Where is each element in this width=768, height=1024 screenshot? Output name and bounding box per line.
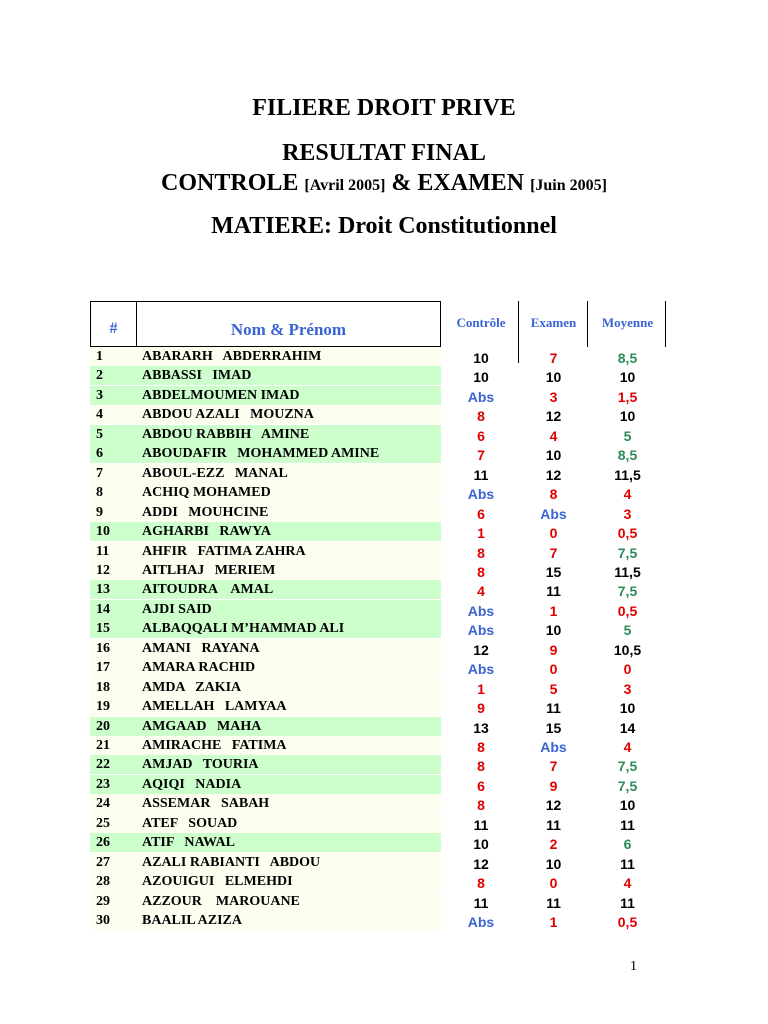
table-row xyxy=(90,619,441,638)
examen-score: 7 xyxy=(549,545,558,561)
student-name: AZALI RABIANTI ABDOU xyxy=(136,853,441,872)
student-name: AITOUDRA AMAL xyxy=(136,580,441,599)
student-name: AZZOUR MAROUANE xyxy=(136,892,441,911)
row-number: 21 xyxy=(90,736,137,755)
controle-score: 8 xyxy=(477,875,485,891)
student-name: AGHARBI RAWYA xyxy=(136,522,441,541)
examen-score: 9 xyxy=(549,778,558,794)
table-row xyxy=(90,794,441,813)
examen-score: 12 xyxy=(545,408,562,424)
table-row xyxy=(90,814,441,833)
moyenne-score: 4 xyxy=(623,875,632,891)
student-name: AZOUIGUI ELMEHDI xyxy=(136,872,441,891)
examen-score: 7 xyxy=(549,758,558,774)
student-name: AMGAAD MAHA xyxy=(136,717,441,736)
examen-score: 10 xyxy=(545,447,562,463)
student-name: ADDI MOUHCINE xyxy=(136,503,441,522)
moyenne-score: 0,5 xyxy=(617,603,638,619)
row-number: 1 xyxy=(90,347,137,366)
row-number: 26 xyxy=(90,833,137,852)
controle-score: 10 xyxy=(473,369,489,385)
table-row xyxy=(90,892,441,911)
row-number: 9 xyxy=(90,503,137,522)
moyenne-score: 0,5 xyxy=(617,914,638,930)
table-row xyxy=(90,600,441,619)
examen-score: 0 xyxy=(549,875,558,891)
controle-score: 8 xyxy=(477,564,485,580)
table-row xyxy=(90,678,441,697)
table-row xyxy=(90,736,441,755)
moyenne-score: 10 xyxy=(619,408,636,424)
row-number: 18 xyxy=(90,678,137,697)
examen-score: 12 xyxy=(545,467,562,483)
examen-score: 1 xyxy=(549,603,558,619)
student-name: ABARARH ABDERRAHIM xyxy=(136,347,441,366)
moyenne-score: 5 xyxy=(623,428,632,444)
student-name: ABDOU RABBIH AMINE xyxy=(136,425,441,444)
row-number: 15 xyxy=(90,619,137,638)
examen-score: 3 xyxy=(549,389,558,405)
row-number: 7 xyxy=(90,464,137,483)
moyenne-score: 7,5 xyxy=(617,583,638,599)
row-number: 11 xyxy=(90,542,137,561)
examen-score: 10 xyxy=(545,856,562,872)
controle-score: Abs xyxy=(467,622,495,638)
table-row xyxy=(90,464,441,483)
student-name: AMELLAH LAMYAA xyxy=(136,697,441,716)
controle-score: Abs xyxy=(467,603,495,619)
header-moyenne-label: Moyenne xyxy=(601,315,654,330)
controle-score: 8 xyxy=(477,545,485,561)
controle-score: 8 xyxy=(477,408,485,424)
examen-score: 9 xyxy=(549,642,558,658)
table-row xyxy=(90,717,441,736)
header-name-label: Nom & Prénom xyxy=(230,320,347,339)
controle-score: 9 xyxy=(477,700,485,716)
examen-score: 10 xyxy=(545,369,562,385)
examen-score: 2 xyxy=(549,836,558,852)
row-number: 17 xyxy=(90,658,137,677)
row-number: 24 xyxy=(90,794,137,813)
controle-score: 13 xyxy=(473,720,489,736)
moyenne-score: 10 xyxy=(619,797,636,813)
table-row xyxy=(90,366,441,385)
title-filiere: FILIERE DROIT PRIVE xyxy=(252,95,516,121)
controle-score: 1 xyxy=(477,525,485,541)
row-number: 22 xyxy=(90,755,137,774)
moyenne-score: 0,5 xyxy=(617,525,638,541)
student-name: ATEF SOUAD xyxy=(136,814,441,833)
moyenne-score: 1,5 xyxy=(617,389,638,405)
examen-score: 15 xyxy=(545,720,562,736)
examen-score: 0 xyxy=(549,525,558,541)
row-number: 25 xyxy=(90,814,137,833)
moyenne-score: 4 xyxy=(623,486,632,502)
student-name: ABOUDAFIR MOHAMMED AMINE xyxy=(136,444,441,463)
moyenne-score: 3 xyxy=(623,681,632,697)
controle-score: 12 xyxy=(473,856,489,872)
row-number: 23 xyxy=(90,775,137,794)
controle-label: CONTROLE xyxy=(161,170,305,196)
controle-score: Abs xyxy=(467,389,495,405)
controle-score: 8 xyxy=(477,739,485,755)
row-number: 4 xyxy=(90,405,137,424)
examen-score: 11 xyxy=(546,583,561,599)
moyenne-score: 11 xyxy=(620,895,635,911)
examen-score: Abs xyxy=(540,506,567,522)
examen-score: 5 xyxy=(549,681,558,697)
table-row xyxy=(90,853,441,872)
student-name: ATIF NAWAL xyxy=(136,833,441,852)
table-row xyxy=(90,347,441,366)
examen-score: 11 xyxy=(546,895,561,911)
controle-score: 10 xyxy=(473,836,489,852)
controle-score: 6 xyxy=(477,506,485,522)
moyenne-score: 11 xyxy=(620,856,635,872)
moyenne-score: 10,5 xyxy=(613,642,642,658)
student-name: ALBAQQALI M’HAMMAD ALI xyxy=(136,619,441,638)
row-number: 2 xyxy=(90,366,137,385)
row-number: 16 xyxy=(90,639,137,658)
student-name: ABDOU AZALI MOUZNA xyxy=(136,405,441,424)
student-name: AMIRACHE FATIMA xyxy=(136,736,441,755)
student-name: AMDA ZAKIA xyxy=(136,678,441,697)
header-num-label: # xyxy=(109,320,118,337)
controle-score: Abs xyxy=(467,486,495,502)
moyenne-score: 11,5 xyxy=(614,564,641,580)
table-row xyxy=(90,697,441,716)
row-number: 27 xyxy=(90,853,137,872)
row-number: 12 xyxy=(90,561,137,580)
examen-score: 11 xyxy=(546,817,561,833)
controle-score: 12 xyxy=(473,642,489,658)
examen-score: 4 xyxy=(549,428,558,444)
examen-score: 10 xyxy=(545,622,562,638)
examen-score: 8 xyxy=(549,486,558,502)
moyenne-score: 10 xyxy=(619,700,636,716)
table-row xyxy=(90,425,441,444)
title-session xyxy=(0,170,768,197)
row-number: 10 xyxy=(90,522,137,541)
controle-score: Abs xyxy=(467,914,495,930)
moyenne-score: 11,5 xyxy=(614,467,641,483)
controle-score: 4 xyxy=(477,583,485,599)
controle-score: 11 xyxy=(473,895,489,911)
student-name: ABDELMOUMEN IMAD xyxy=(136,386,441,405)
page-number: 1 xyxy=(630,959,637,974)
column-divider xyxy=(518,301,519,363)
row-number: 30 xyxy=(90,911,137,930)
table-row xyxy=(90,386,441,405)
table-row xyxy=(90,561,441,580)
title-matiere: MATIERE: Droit Constitutionnel xyxy=(211,213,557,239)
examen-score: 11 xyxy=(546,700,561,716)
moyenne-score: 8,5 xyxy=(617,350,638,366)
moyenne-score: 6 xyxy=(623,836,632,852)
examen-date: [Juin 2005] xyxy=(530,177,607,194)
student-name: AQIQI NADIA xyxy=(136,775,441,794)
row-number: 14 xyxy=(90,600,137,619)
examen-score: 7 xyxy=(549,350,558,366)
controle-score: 6 xyxy=(477,428,485,444)
table-row xyxy=(90,503,441,522)
controle-score: 7 xyxy=(477,447,485,463)
table-row xyxy=(90,911,441,930)
row-number: 6 xyxy=(90,444,137,463)
moyenne-score: 7,5 xyxy=(617,778,638,794)
student-name: AMJAD TOURIA xyxy=(136,755,441,774)
moyenne-score: 5 xyxy=(623,622,632,638)
table-row xyxy=(90,444,441,463)
table-row xyxy=(90,483,441,502)
column-divider xyxy=(665,301,666,347)
student-name: AHFIR FATIMA ZAHRA xyxy=(136,542,441,561)
student-name: ASSEMAR SABAH xyxy=(136,794,441,813)
examen-label: & EXAMEN xyxy=(385,170,531,196)
controle-score: 11 xyxy=(473,467,489,483)
moyenne-score: 10 xyxy=(619,369,636,385)
student-name: ABBASSI IMAD xyxy=(136,366,441,385)
row-number: 5 xyxy=(90,425,137,444)
examen-score: 0 xyxy=(549,661,558,677)
student-name: AITLHAJ MERIEM xyxy=(136,561,441,580)
table-row xyxy=(90,658,441,677)
table-row xyxy=(90,405,441,424)
header-controle-label: Contrôle xyxy=(456,315,506,330)
controle-date: [Avril 2005] xyxy=(304,177,386,194)
table-row xyxy=(90,639,441,658)
examen-score: Abs xyxy=(540,739,567,755)
moyenne-score: 14 xyxy=(619,720,636,736)
row-number: 13 xyxy=(90,580,137,599)
controle-score: Abs xyxy=(467,661,495,677)
row-number: 8 xyxy=(90,483,137,502)
controle-score: 10 xyxy=(473,350,489,366)
row-number: 28 xyxy=(90,872,137,891)
table-row xyxy=(90,522,441,541)
column-divider xyxy=(587,301,588,347)
table-row xyxy=(90,580,441,599)
student-name: AMARA RACHID xyxy=(136,658,441,677)
controle-score: 1 xyxy=(477,681,485,697)
table-row xyxy=(90,755,441,774)
controle-score: 8 xyxy=(477,797,485,813)
title-resultat: RESULTAT FINAL xyxy=(282,140,486,166)
header-examen-label: Examen xyxy=(530,315,577,330)
student-name: BAALIL AZIZA xyxy=(136,911,441,930)
table-row xyxy=(90,833,441,852)
table-row xyxy=(90,872,441,891)
student-name: AMANI RAYANA xyxy=(136,639,441,658)
controle-score: 11 xyxy=(473,817,489,833)
controle-score: 6 xyxy=(477,778,485,794)
row-number: 3 xyxy=(90,386,137,405)
table-row xyxy=(90,775,441,794)
row-number: 29 xyxy=(90,892,137,911)
row-number: 20 xyxy=(90,717,137,736)
moyenne-score: 11 xyxy=(620,817,635,833)
student-name: ACHIQ MOHAMED xyxy=(136,483,441,502)
row-number: 19 xyxy=(90,697,137,716)
student-name: ABOUL-EZZ MANAL xyxy=(136,464,441,483)
examen-score: 15 xyxy=(545,564,562,580)
moyenne-score: 0 xyxy=(623,661,632,677)
examen-score: 1 xyxy=(549,914,558,930)
moyenne-score: 3 xyxy=(623,506,632,522)
moyenne-score: 7,5 xyxy=(617,545,638,561)
table-row xyxy=(90,542,441,561)
moyenne-score: 8,5 xyxy=(617,447,638,463)
moyenne-score: 7,5 xyxy=(617,758,638,774)
examen-score: 12 xyxy=(545,797,562,813)
controle-score: 8 xyxy=(477,758,485,774)
moyenne-score: 4 xyxy=(623,739,632,755)
student-name: AJDI SAID xyxy=(136,600,441,619)
